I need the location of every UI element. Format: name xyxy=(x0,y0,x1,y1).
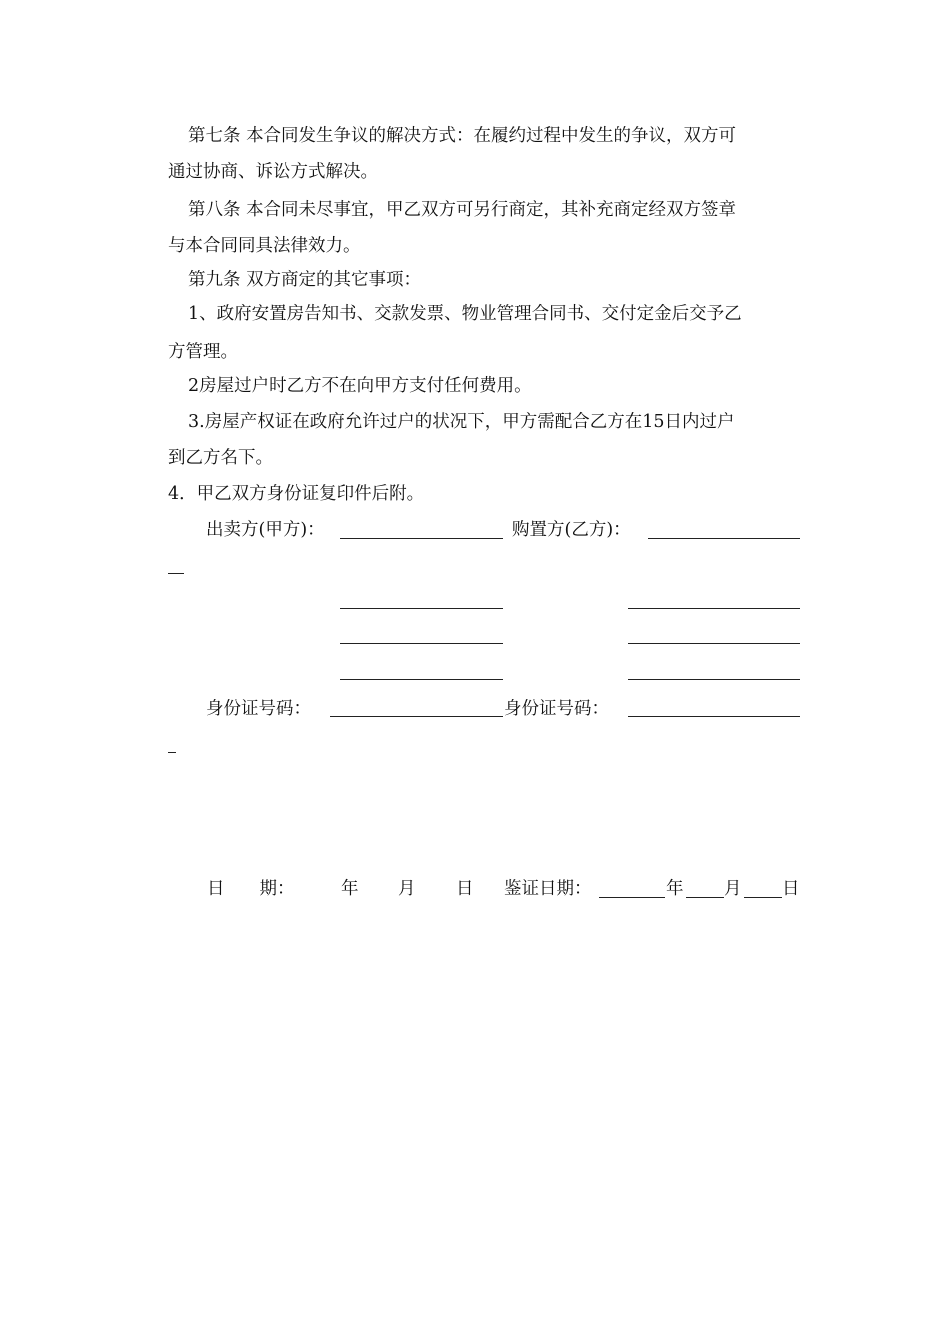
buyer-id-line-wrap xyxy=(168,752,176,753)
verify-year-line[interactable] xyxy=(599,897,665,898)
article-9-heading: 第九条 双方商定的其它事项： xyxy=(188,270,422,290)
date-month: 月 xyxy=(398,879,416,899)
buyer-id-line[interactable] xyxy=(628,716,800,717)
seller-line-2[interactable] xyxy=(340,608,503,609)
seller-line-4[interactable] xyxy=(340,679,503,680)
buyer-line-3[interactable] xyxy=(628,643,800,644)
seller-label: 出卖方(甲方)： xyxy=(206,520,325,540)
verify-month-line[interactable] xyxy=(686,897,724,898)
buyer-line-2[interactable] xyxy=(628,608,800,609)
article-8-line-1: 第八条 本合同未尽事宜，甲乙双方可另行商定，其补充商定经双方签章 xyxy=(188,200,737,220)
verify-day-line[interactable] xyxy=(744,897,782,898)
item-3-line-2: 到乙方名下。 xyxy=(168,448,273,468)
item-1-line-1: 1、政府安置房告知书、交款发票、物业管理合同书、交付定金后交予乙 xyxy=(188,304,742,324)
date-label: 日 期： xyxy=(207,879,295,899)
seller-line-3[interactable] xyxy=(340,643,503,644)
date-year: 年 xyxy=(341,879,359,899)
buyer-line-wrap xyxy=(168,573,184,574)
article-8-line-2: 与本合同同具法律效力。 xyxy=(168,236,361,256)
buyer-name-line[interactable] xyxy=(648,538,800,539)
article-7-line-1: 第七条 本合同发生争议的解决方式：在履约过程中发生的争议，双方可 xyxy=(188,126,737,146)
verify-year: 年 xyxy=(666,879,684,899)
verify-month: 月 xyxy=(724,879,742,899)
seller-id-label: 身份证号码： xyxy=(206,699,311,719)
date-day: 日 xyxy=(456,879,474,899)
item-3-line-1: 3.房屋产权证在政府允许过户的状况下，甲方需配合乙方在15日内过户 xyxy=(188,412,735,432)
item-2: 2房屋过户时乙方不在向甲方支付任何费用。 xyxy=(188,376,532,396)
seller-name-line[interactable] xyxy=(340,538,503,539)
article-7-line-2: 通过协商、诉讼方式解决。 xyxy=(168,162,378,182)
buyer-line-4[interactable] xyxy=(628,679,800,680)
item-1-line-2: 方管理。 xyxy=(168,342,238,362)
verify-day: 日 xyxy=(782,879,800,899)
buyer-label: 购置方(乙方)： xyxy=(512,520,631,540)
seller-id-line[interactable] xyxy=(330,716,503,717)
buyer-id-label: 身份证号码： xyxy=(504,699,609,719)
verify-date-label: 鉴证日期： xyxy=(504,879,592,899)
item-4: 4．甲乙双方身份证复印件后附。 xyxy=(168,484,425,504)
